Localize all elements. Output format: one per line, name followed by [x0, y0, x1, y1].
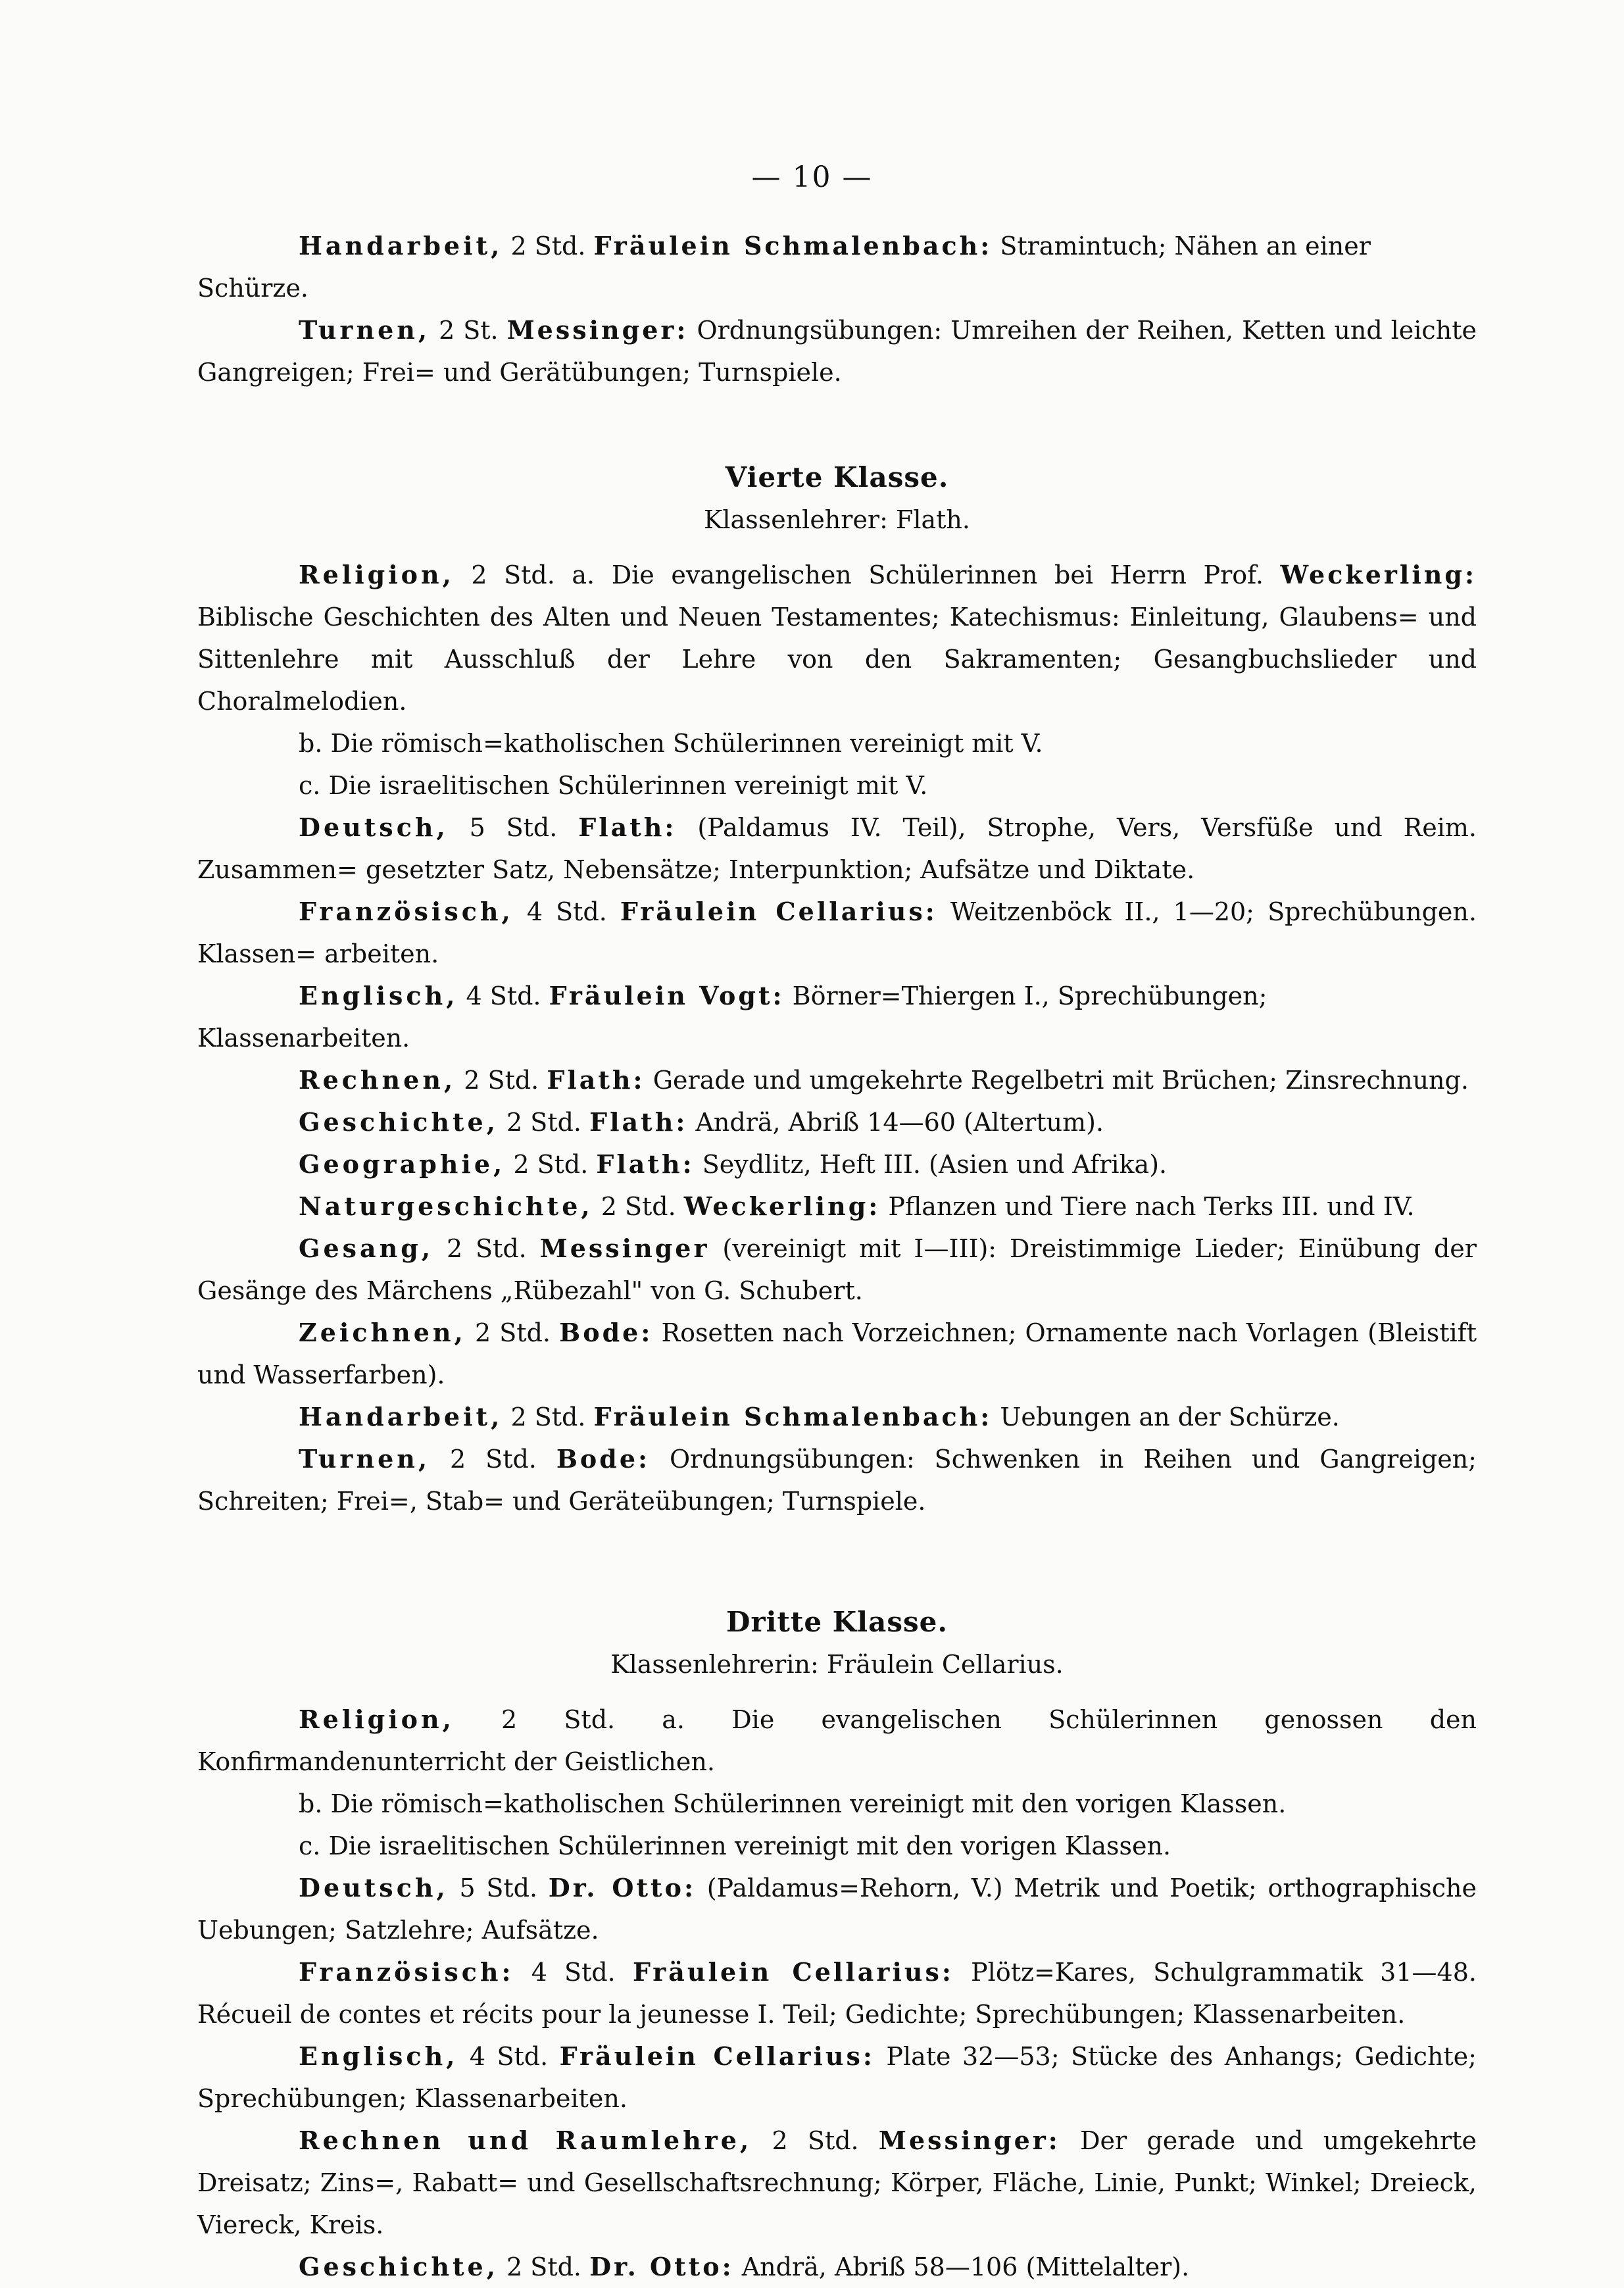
subject-name: Gesang, [299, 1233, 434, 1263]
subject-name: Turnen, [299, 1444, 431, 1474]
page-body [197, 225, 1477, 2288]
hours: 2 St. [439, 316, 499, 345]
teacher-name: Messinger: [878, 2126, 1060, 2155]
religion-b-3: b. Die römisch=katholischen Schülerinnen vereinigt mit den vorigen Klassen. [299, 1789, 1287, 1818]
entry-content: Plate 32—53; Stücke des Anhangs; Gedichte; Sprechübungen; Klassenarbeiten. [197, 2042, 1477, 2113]
subject-name: Rechnen, [299, 1065, 456, 1095]
entry-turnen-4 [197, 1438, 1477, 1522]
entry-content: (Paldamus=Rehorn, V.) Metrik und Poetik; orthographische Uebungen; Satzlehre; Aufsätze. [197, 1874, 1477, 1945]
entry-content: Andrä, Abriß 14—60 (Altertum). [695, 1108, 1104, 1137]
entry-content: Pflanzen und Tiere nach Terks III. und IV. [888, 1192, 1415, 1221]
entry-geographie-4 [197, 1143, 1477, 1185]
hours: 2 Std. [471, 560, 555, 589]
hours: 2 Std. [506, 1108, 582, 1137]
teacher-name: Messinger [539, 1233, 710, 1263]
hours: 5 Std. [459, 1874, 538, 1903]
entry-content: Andrä, Abriß 58—106 (Mittelalter). [741, 2252, 1190, 2281]
subject-name: Religion, [299, 560, 455, 589]
subject-name: Deutsch, [299, 812, 449, 842]
entry-geschichte-4 [197, 1101, 1477, 1143]
entry-gesang-4 [197, 1228, 1477, 1312]
subject-name: Handarbeit, [299, 231, 503, 261]
hours: 4 Std. [466, 982, 541, 1010]
hours: 4 Std. [526, 897, 607, 926]
entry-content: Ordnungsübungen: Umreihen der Reihen, Ketten und leichte Gangreigen; Frei= und Gerätübungen; Turnspiele. [197, 316, 1477, 387]
subject-name: Französisch: [299, 1957, 514, 1987]
hours: 2 Std. [464, 1066, 539, 1095]
teacher-name: Fräulein Schmalenbach: [593, 231, 993, 261]
class-teacher-vierte: Klassenlehrer: Flath. [704, 505, 970, 534]
religion-c-4: c. Die israelitischen Schülerinnen vereinigt mit V. [299, 771, 928, 800]
subject-name: Geschichte, [299, 2252, 499, 2281]
hours: 2 Std. [501, 1705, 616, 1734]
entry-content: Rosetten nach Vorzeichnen; Ornamente nach Vorlagen (Bleistift und Wasserfarben). [197, 1318, 1477, 1389]
teacher-name: Weckerling: [683, 1191, 881, 1221]
religion-b-4: b. Die römisch=katholischen Schülerinnen vereinigt mit V. [299, 729, 1043, 758]
teacher-name: Flath: [578, 812, 677, 842]
subject-name: Naturgeschichte, [299, 1191, 593, 1221]
religion-c-3: c. Die israelitischen Schülerinnen vereinigt mit den vorigen Klassen. [299, 1831, 1171, 1860]
hours: 2 Std. [510, 232, 586, 261]
section-title-vierte-klasse: Vierte Klasse. [725, 461, 949, 493]
entry-religion-4 [197, 554, 1477, 722]
entry-franzoesisch-4 [197, 891, 1477, 975]
entry-content: (Paldamus IV. Teil), Strophe, Vers, Versfüße und Reim. Zusammen= gesetzter Satz, Nebensätze; Interpunktion; Aufsätze und Diktate. [197, 813, 1477, 884]
hours: 4 Std. [469, 2042, 549, 2071]
section-title-dritte-klasse: Dritte Klasse. [726, 1606, 948, 1638]
teacher-name: Dr. Otto: [589, 2252, 734, 2281]
teacher-name: Flath: [589, 1107, 688, 1137]
entry-handarbeit-4 [197, 1396, 1477, 1438]
hours: 2 Std. [474, 1318, 551, 1347]
entry-franzoesisch-3 [197, 1951, 1477, 2035]
teacher-name: Flath: [547, 1065, 645, 1095]
entry-deutsch-4 [197, 807, 1477, 891]
teacher-name: Fräulein Vogt: [549, 981, 785, 1010]
religion-a-content: Biblische Geschichten des Alten und Neuen Testamentes; Katechismus: Einleitung, Glaubens= und Sittenlehre mit Ausschluß der Lehre von den Sakramenten; Gesangbuchslieder und Choralmelodien. [197, 603, 1477, 716]
teacher-name: Fräulein Schmalenbach: [593, 1402, 993, 1431]
section-spacer [197, 1522, 1477, 1601]
hours: 2 Std. [510, 1403, 586, 1431]
entry-content: Ordnungsübungen: Schwenken in Reihen und Gangreigen; Schreiten; Frei=, Stab= und Geräteübungen; Turnspiele. [197, 1445, 1477, 1516]
entry-englisch-3 [197, 2035, 1477, 2120]
teacher-name: Fräulein Cellarius: [559, 2041, 875, 2071]
entry-content: Plötz=Kares, Schulgrammatik 31—48. Récueil de contes et récits pour la jeunesse I. Teil; Gedichte; Sprechübungen; Klassenarbeiten. [197, 1958, 1477, 2029]
subject-name: Deutsch, [299, 1873, 449, 1903]
entry-englisch-4 [197, 975, 1477, 1059]
hours: 2 Std. [446, 1234, 527, 1263]
entry-naturgeschichte-4 [197, 1185, 1477, 1228]
teacher-name: Fräulein Cellarius: [632, 1957, 954, 1987]
teacher-name: Weckerling: [1280, 560, 1477, 589]
entry-religion-3 [197, 1699, 1477, 1783]
section-spacer [197, 393, 1477, 457]
hours: 2 Std. [513, 1150, 589, 1179]
entry-content: (vereinigt mit I—III): Dreistimmige Lieder; Einübung der Gesänge des Märchens „Rübezahl" von G. Schubert. [197, 1234, 1477, 1305]
entry-content: Der gerade und umgekehrte Dreisatz; Zins=, Rabatt= und Gesellschaftsrechnung; Körper, Fläche, Linie, Punkt; Winkel; Dreieck, Viereck, Kreis. [197, 2126, 1477, 2239]
religion-a: a. Die evangelischen Schülerinnen bei Herrn Prof. [572, 560, 1264, 589]
entry-rechnen-4 [197, 1059, 1477, 1101]
subject-name: Geschichte, [299, 1107, 499, 1137]
teacher-name: Messinger: [506, 315, 689, 345]
teacher-name: Flath: [596, 1149, 695, 1179]
subject-name: Englisch, [299, 981, 458, 1010]
entry-turnen-prev [197, 309, 1477, 393]
hours: 5 Std. [469, 813, 558, 842]
hours: 4 Std. [531, 1958, 616, 1987]
teacher-name: Dr. Otto: [548, 1873, 696, 1903]
hours: 2 Std. [450, 1445, 537, 1474]
entry-deutsch-3 [197, 1867, 1477, 1951]
entry-content: Weitzenböck II., 1—20; Sprechübungen. Klassen= arbeiten. [197, 897, 1477, 968]
religion-a: a. Die evangelischen Schülerinnen genossen den Konfirmandenunterricht der Geistlichen. [197, 1705, 1477, 1776]
entry-content: Gerade und umgekehrte Regelbetri mit Brüchen; Zinsrechnung. [652, 1066, 1469, 1095]
teacher-name: Bode: [559, 1318, 653, 1347]
hours: 2 Std. [772, 2126, 859, 2155]
entry-content: Stramintuch; Nähen an einer Schürze. [197, 232, 1371, 303]
entry-rechnen-raumlehre-3 [197, 2120, 1477, 2246]
class-teacher-dritte: Klassenlehrerin: Fräulein Cellarius. [610, 1650, 1064, 1679]
entry-content: Uebungen an der Schürze. [1000, 1403, 1340, 1431]
subject-name: Englisch, [299, 2041, 458, 2071]
page-number: — 10 — [751, 161, 873, 194]
hours: 2 Std. [506, 2252, 582, 2281]
entry-geschichte-3 [197, 2246, 1477, 2288]
subject-name: Geographie, [299, 1149, 506, 1179]
subject-name: Rechnen und Raumlehre, [299, 2126, 752, 2155]
teacher-name: Fräulein Cellarius: [620, 897, 937, 926]
hours: 2 Std. [601, 1192, 676, 1221]
entry-zeichnen-4 [197, 1312, 1477, 1396]
entry-content: Seydlitz, Heft III. (Asien und Afrika). [702, 1150, 1168, 1179]
entry-content: Börner=Thiergen I., Sprechübungen; Klassenarbeiten. [197, 982, 1267, 1053]
entry-handarbeit-prev [197, 225, 1477, 309]
subject-name: Französisch, [299, 897, 514, 926]
subject-name: Zeichnen, [299, 1318, 466, 1347]
subject-name: Turnen, [299, 315, 431, 345]
subject-name: Religion, [299, 1704, 455, 1734]
subject-name: Handarbeit, [299, 1402, 503, 1431]
teacher-name: Bode: [556, 1444, 651, 1474]
